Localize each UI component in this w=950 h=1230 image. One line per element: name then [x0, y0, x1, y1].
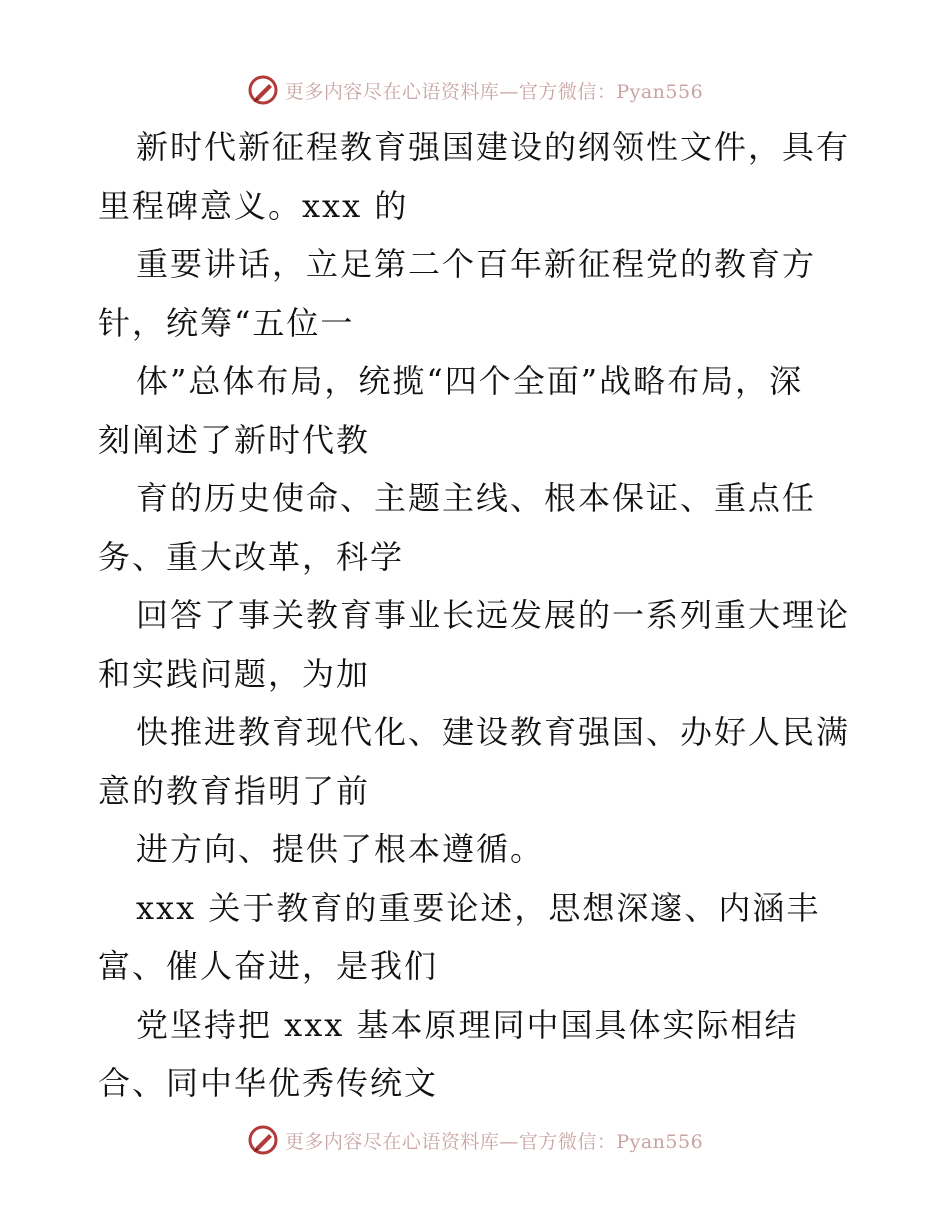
body-line: 体”总体布局，统揽“四个全面”战略布局，深	[136, 362, 804, 400]
body-line: 务、重大改革，科学	[98, 537, 405, 576]
pen-in-circle-logo-icon	[247, 74, 279, 106]
body-line: 育的历史使命、主题主线、根本保证、重点任	[136, 479, 817, 517]
body-line: 里程碑意义。xxx 的	[98, 186, 409, 225]
body-line: 合、同中华优秀传统文	[98, 1064, 439, 1102]
body-line: 针，统筹“五位一	[98, 303, 355, 342]
header-banner	[0, 70, 950, 110]
body-line: 重要讲话，立足第二个百年新征程党的教育方	[136, 245, 817, 283]
body-line: 党坚持把 xxx 基本原理同中国具体实际相结	[136, 1005, 799, 1044]
body-line: xxx 关于教育的重要论述，思想深邃、内涵丰	[136, 888, 821, 927]
body-line: 回答了事关教育事业长远发展的一系列重大理论	[136, 596, 851, 634]
footer-banner	[0, 1120, 950, 1160]
body-line: 富、催人奋进，是我们	[98, 947, 439, 985]
body-line: 和实践问题，为加	[98, 654, 371, 693]
footer-banner-text: 更多内容尽在心语资料库—官方微信：Pyan556	[284, 1130, 704, 1153]
header-banner-text: 更多内容尽在心语资料库—官方微信：Pyan556	[284, 80, 704, 103]
body-line: 新时代新征程教育强国建设的纲领性文件，具有	[136, 128, 851, 166]
pen-in-circle-logo-icon	[247, 1124, 279, 1156]
body-line: 快推进教育现代化、建设教育强国、办好人民满	[136, 713, 851, 751]
body-line: 进方向、提供了根本遵循。	[136, 830, 545, 868]
body-line: 意的教育指明了前	[98, 771, 371, 810]
body-line: 刻阐述了新时代教	[98, 420, 371, 459]
document-body	[98, 118, 878, 1113]
